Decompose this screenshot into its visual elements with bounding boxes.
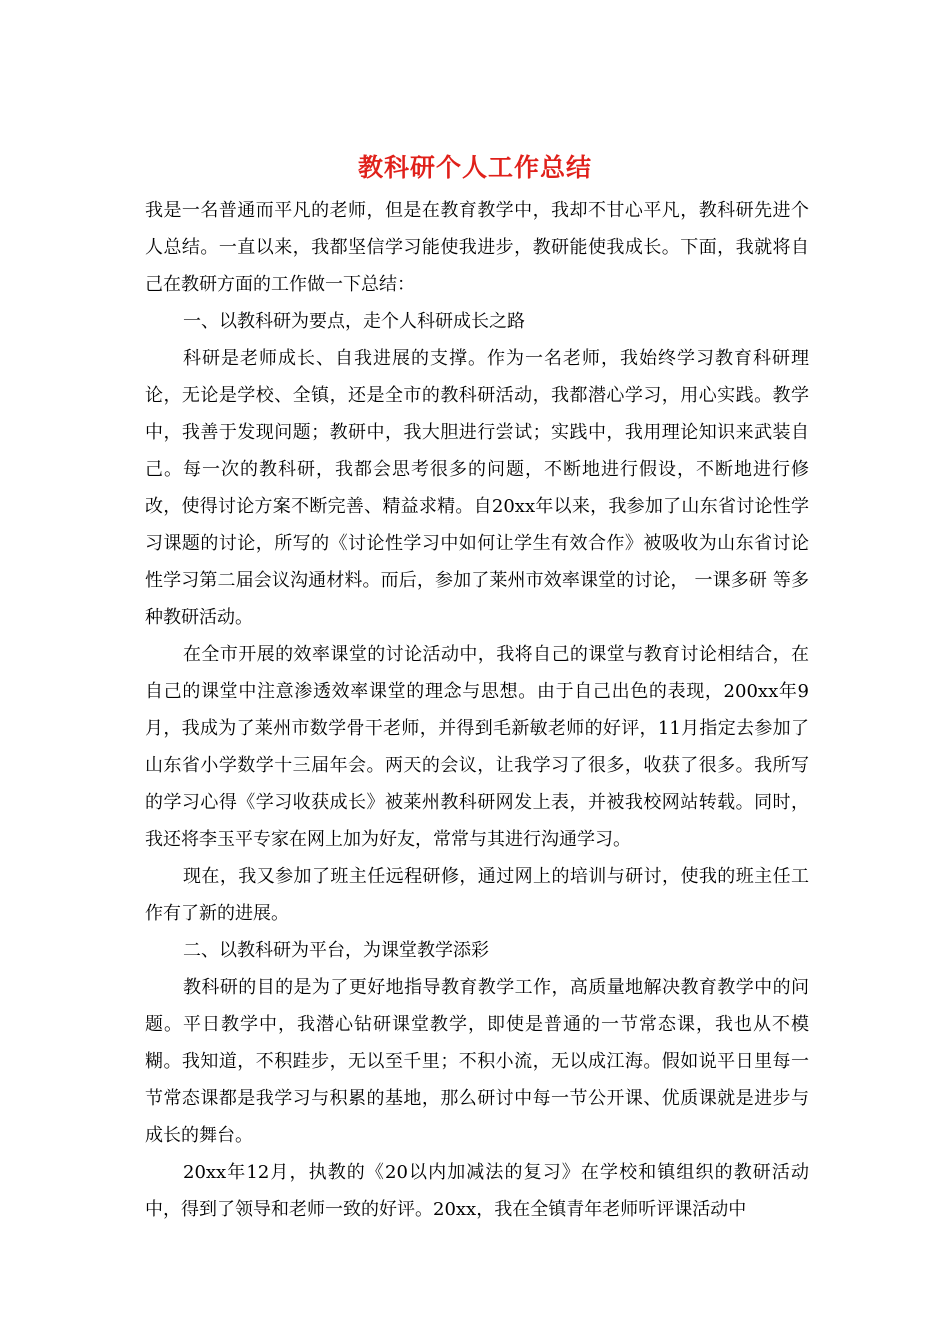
paragraph-intro: 我是一名普通而平凡的老师，但是在教育教学中，我却不甘心平凡，教科研先进个人总结。一直以来，我都坚信学习能使我进步，教研能使我成长。下面，我就将自己在教研方面的工作做一下总结： bbox=[145, 200, 809, 295]
document-body bbox=[145, 192, 809, 1228]
paragraph: 20xx年12月，执教的《20以内加减法的复习》在学校和镇组织的教研活动中，得到了领导和老师一致的好评。20xx，我在全镇青年老师听评课活动中 bbox=[145, 1162, 809, 1220]
document-title: 教科研个人工作总结 bbox=[357, 153, 592, 182]
paragraph: 现在，我又参加了班主任远程研修，通过网上的培训与研讨，使我的班主任工作有了新的进展。 bbox=[145, 866, 809, 924]
section-heading-2: 二、以教科研为平台，为课堂教学添彩 bbox=[183, 940, 489, 961]
paragraph: 教科研的目的是为了更好地指导教育教学工作，高质量地解决教育教学中的问题。平日教学中，我潜心钻研课堂教学，即使是普通的一节常态课，我也从不模糊。我知道，不积跬步，无以至千里；不积小流，无以成江海。假如说平日里每一节常态课都是我学习与积累的基地，那么研讨中每一节公开课、优质课就是进步与成长的舞台。 bbox=[145, 977, 809, 1146]
section-heading-1: 一、以教科研为要点，走个人科研成长之路 bbox=[183, 311, 525, 332]
paragraph: 在全市开展的效率课堂的讨论活动中，我将自己的课堂与教育讨论相结合，在自己的课堂中注意渗透效率课堂的理念与思想。由于自己出色的表现，200xx年9月，我成为了莱州市数学骨干老师，并得到毛新敏老师的好评，11月指定去参加了山东省小学数学十三届年会。两天的会议，让我学习了很多，收获了很多。我所写的学习心得《学习收获成长》被莱州教科研网发上表，并被我校网站转载。同时，我还将李玉平专家在网上加为好友，常常与其进行沟通学习。 bbox=[145, 644, 809, 850]
paragraph: 科研是老师成长、自我进展的支撑。作为一名老师，我始终学习教育科研理论，无论是学校、全镇，还是全市的教科研活动，我都潜心学习，用心实践。教学中，我善于发现问题；教研中，我大胆进行尝试；实践中，我用理论知识来武装自己。每一次的教科研，我都会思考很多的问题，不断地进行假设，不断地进行修改，使得讨论方案不断完善、精益求精。自20xx年以来，我参加了山东省讨论性学习课题的讨论，所写的《讨论性学习中如何让学生有效合作》被吸收为山东省讨论性学习第二届会议沟通材料。而后，参加了莱州市效率课堂的讨论， 一课多研 等多种教研活动。 bbox=[145, 348, 809, 628]
